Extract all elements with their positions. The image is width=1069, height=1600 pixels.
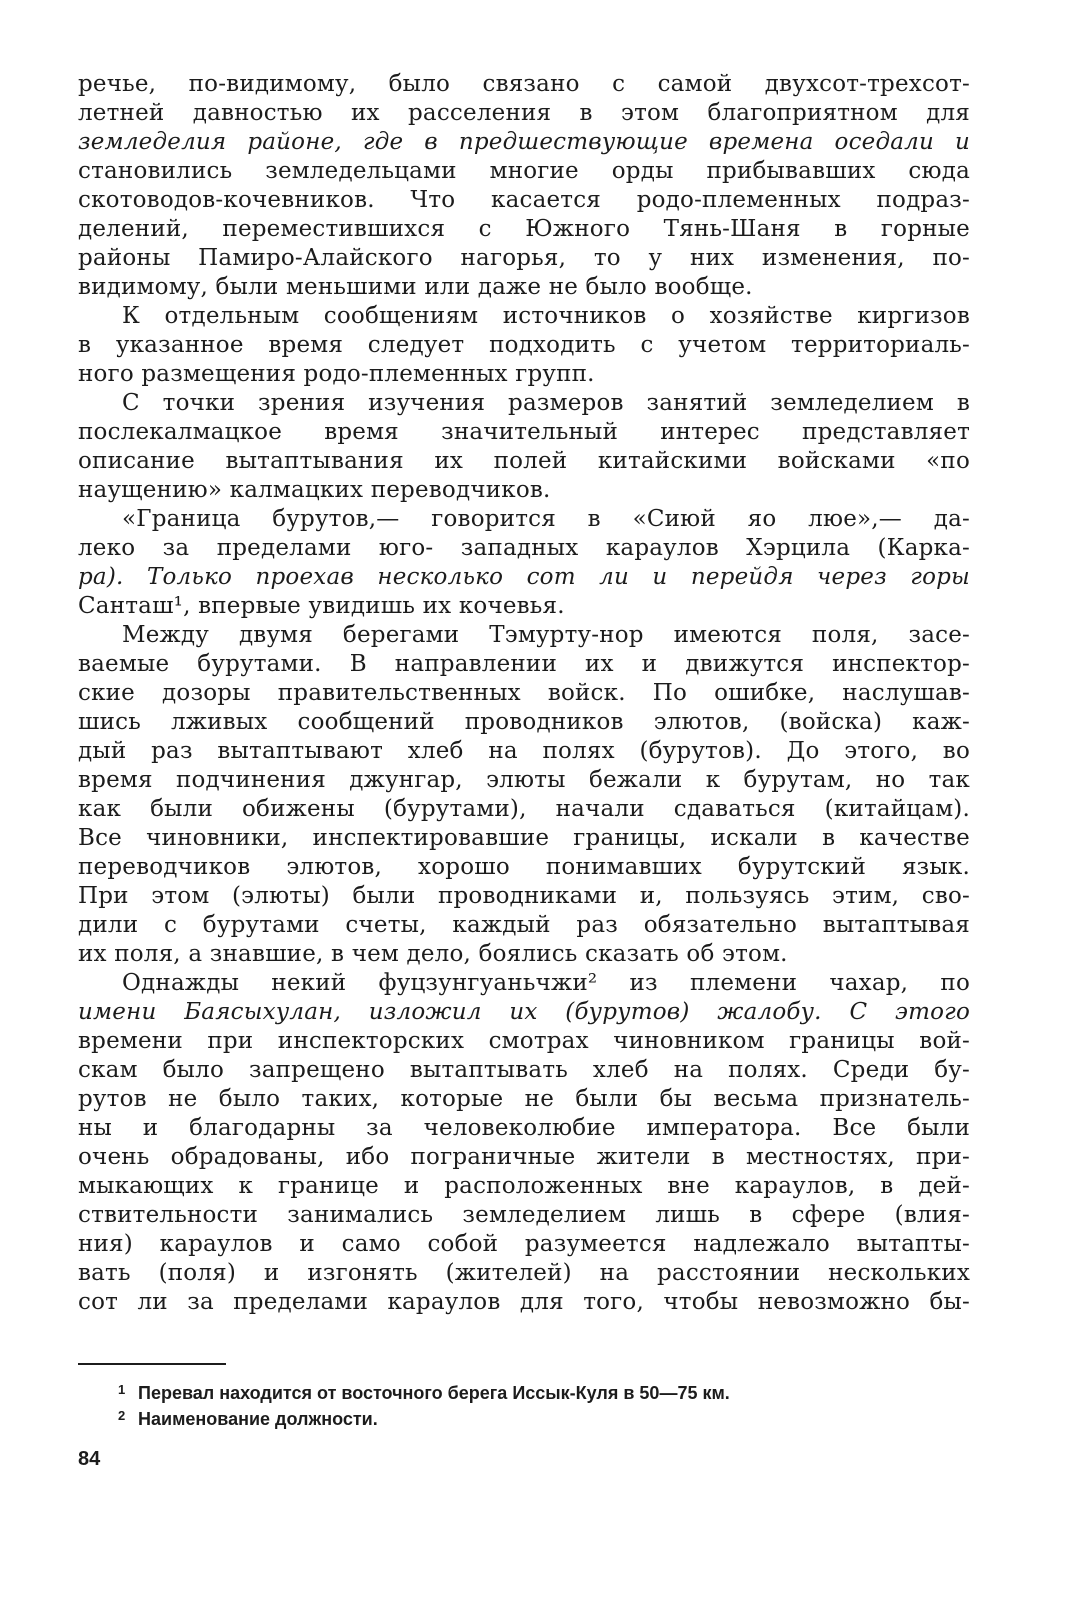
text-line: «Граница бурутов,— говорится в «Сиюй яо люе»,— да- xyxy=(122,506,970,532)
text-line: наущению» калмацких переводчиков. xyxy=(78,477,551,503)
text-line: ра). Только проехав несколько сот ли и перейдя через горы xyxy=(78,564,970,590)
text-line: ного размещения родо-племенных групп. xyxy=(78,361,595,387)
text-line: ваемые бурутами. В направлении их и движутся инспектор- xyxy=(78,651,970,677)
footnote-divider xyxy=(78,1363,226,1365)
footnote-1 xyxy=(118,1380,968,1406)
text-line: их поля, а знавшие, в чем дело, боялись сказать об этом. xyxy=(78,941,788,967)
text-line: очень обрадованы, ибо пограничные жители в местностях, при- xyxy=(78,1144,970,1170)
text-line: ны и благодарны за человеколюбие императора. Все были xyxy=(78,1115,970,1141)
footnote-text: Перевал находится от восточного берега Иссык-Куля в 50—75 км. xyxy=(138,1383,730,1403)
text-line: летней давностью их расселения в этом благоприятном для xyxy=(78,100,970,126)
text-line: описание вытаптывания их полей китайскими войсками «по xyxy=(78,448,970,474)
text-line: переводчиков элютов, хорошо понимавших бурутский язык. xyxy=(78,854,970,880)
text-line: мыкающих к границе и расположенных вне караулов, в дей- xyxy=(78,1173,970,1199)
text-line: делений, переместившихся с Южного Тянь-Шаня в горные xyxy=(78,216,970,242)
text-line: рутов не было таких, которые не были бы весьма признатель- xyxy=(78,1086,970,1112)
text-line: видимому, были меньшими или даже не было вообще. xyxy=(78,274,753,300)
text-line: ские дозоры правительственных войск. По ошибке, наслушав- xyxy=(78,680,970,706)
page-number: 84 xyxy=(78,1448,101,1470)
text-line: скотоводов-кочевников. Что касается родо-племенных подраз- xyxy=(78,187,970,213)
text-line: Между двумя берегами Тэмурту-нор имеются поля, засе- xyxy=(122,622,970,648)
text-line: шись лживых сообщений проводников элютов, (войска) каж- xyxy=(78,709,970,735)
text-line: дили с бурутами счеты, каждый раз обязательно вытаптывая xyxy=(78,912,970,938)
text-line: в указанное время следует подходить с учетом территориаль- xyxy=(78,332,970,358)
footnotes xyxy=(118,1380,968,1432)
text-line: как были обижены (бурутами), начали сдаваться (китайцам). xyxy=(78,796,970,822)
footnote-2 xyxy=(118,1406,968,1432)
main-text xyxy=(78,70,970,1317)
text-line: времени при инспекторских смотрах чиновником границы вой- xyxy=(78,1028,970,1054)
text-line: К отдельным сообщениям источников о хозяйстве киргизов xyxy=(122,303,970,329)
footnote-marker: 1 xyxy=(118,1382,126,1397)
text-line: районы Памиро-Алайского нагорья, то у них изменения, по- xyxy=(78,245,970,271)
text-line: скам было запрещено вытаптывать хлеб на полях. Среди бу- xyxy=(78,1057,970,1083)
text-line: Однажды некий фуцзунгуаньчжи² из племени чахар, по xyxy=(122,970,970,996)
footnote-text: Наименование должности. xyxy=(138,1409,378,1429)
text-line: Все чиновники, инспектировавшие границы, искали в качестве xyxy=(78,825,970,851)
text-line: дый раз вытаптывают хлеб на полях (бурутов). До этого, во xyxy=(78,738,970,764)
text-line: ния) караулов и само собой разумеется надлежало вытапты- xyxy=(78,1231,970,1257)
text-line: имени Баясыхулан, изложил их (бурутов) жалобу. С этого xyxy=(78,999,970,1025)
footnote-marker: 2 xyxy=(118,1408,126,1423)
text-line: становились земледельцами многие орды прибывавших сюда xyxy=(78,158,970,184)
text-line: земледелия районе, где в предшествующие времена оседали и xyxy=(78,129,970,155)
text-line: ствительности занимались земледелием лишь в сфере (влия- xyxy=(78,1202,970,1228)
text-line: Санташ¹, впервые увидишь их кочевья. xyxy=(78,593,565,619)
text-line: вать (поля) и изгонять (жителей) на расстоянии нескольких xyxy=(78,1260,970,1286)
text-line: время подчинения джунгар, элюты бежали к бурутам, но так xyxy=(78,767,970,793)
text-line: сот ли за пределами караулов для того, чтобы невозможно бы- xyxy=(78,1289,970,1315)
text-line: При этом (элюты) были проводниками и, пользуясь этим, сво- xyxy=(78,883,970,909)
text-line: леко за пределами юго- западных караулов Хэрцила (Карка- xyxy=(78,535,970,561)
text-line: послекалмацкое время значительный интерес представляет xyxy=(78,419,970,445)
text-line: С точки зрения изучения размеров занятий земледелием в xyxy=(122,390,970,416)
text-line: речье, по-видимому, было связано с самой двухсот-трехсот- xyxy=(78,71,970,97)
